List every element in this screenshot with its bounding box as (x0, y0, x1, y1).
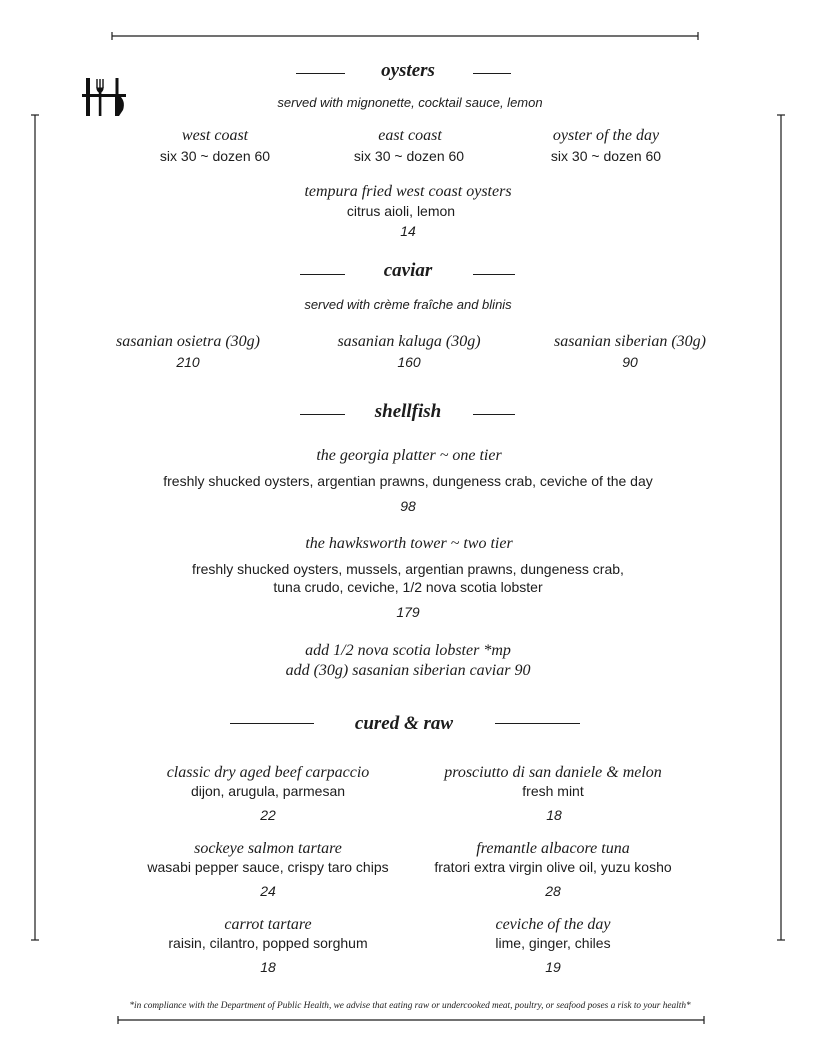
oyster-variety-name: west coast (181, 127, 249, 144)
section-rule-right (473, 73, 511, 74)
menu-item-price: 19 (545, 959, 561, 975)
menu-item-price: 160 (397, 354, 421, 370)
section-rule-right (473, 274, 515, 275)
caviar-note: served with crème fraîche and blinis (304, 297, 512, 312)
menu-item-description: freshly shucked oysters, argentian prawns, dungeness crab, ceviche of the day (163, 473, 653, 489)
menu-item-price: 18 (546, 807, 562, 823)
menu-item-price: 98 (400, 498, 416, 514)
oyster-variety-price: six 30 ~ dozen 60 (550, 148, 662, 164)
menu-item-description: freshly shucked oysters, mussels, argentian prawns, dungeness crab, (192, 561, 624, 577)
oyster-variety-name: oyster of the day (552, 127, 660, 144)
menu-item-description: fratori extra virgin olive oil, yuzu kosho (434, 859, 672, 875)
section-rule-right (495, 723, 580, 724)
menu-item-name: sockeye salmon tartare (194, 840, 342, 857)
menu-item-price: 18 (260, 959, 276, 975)
section-title-cured-raw: cured & raw (354, 713, 454, 734)
menu-item-name: carrot tartare (224, 916, 312, 933)
section-title-caviar: caviar (383, 260, 433, 281)
menu-item-description: wasabi pepper sauce, crispy taro chips (147, 859, 389, 875)
section-rule-left (230, 723, 314, 724)
menu-item-description: citrus aioli, lemon (346, 203, 456, 219)
menu-item-name: prosciutto di san daniele & melon (444, 764, 662, 781)
menu-item-description: dijon, arugula, parmesan (190, 783, 346, 799)
menu-item-name: sasanian siberian (30g) (554, 333, 706, 350)
menu-item-description: tuna crudo, ceviche, 1/2 nova scotia lobster (273, 579, 543, 595)
menu-item-price: 210 (176, 354, 200, 370)
menu-item-name: tempura fried west coast oysters (304, 183, 512, 200)
menu-item-price: 14 (400, 223, 416, 239)
oyster-variety-name: east coast (378, 127, 442, 144)
section-title-oysters: oysters (381, 60, 435, 81)
menu-item-price: 179 (396, 604, 420, 620)
menu-item-name: sasanian osietra (30g) (116, 333, 260, 350)
section-rule-left (300, 274, 345, 275)
menu-item-name: ceviche of the day (495, 916, 611, 933)
menu-item-name: sasanian kaluga (30g) (337, 333, 481, 350)
section-rule-left (296, 73, 345, 74)
oyster-variety-price: six 30 ~ dozen 60 (353, 148, 465, 164)
menu-item-description: fresh mint (522, 783, 584, 799)
add-on-text: add (30g) sasanian siberian caviar 90 (285, 662, 531, 679)
oysters-note: served with mignonette, cocktail sauce, lemon (277, 95, 543, 110)
section-title-shellfish: shellfish (374, 401, 442, 422)
menu-item-price: 28 (545, 883, 561, 899)
oyster-variety-price: six 30 ~ dozen 60 (159, 148, 271, 164)
add-on-text: add 1/2 nova scotia lobster *mp (305, 642, 511, 659)
menu-item-price: 90 (622, 354, 638, 370)
menu-item-name: the hawksworth tower ~ two tier (305, 535, 513, 552)
menu-item-price: 24 (260, 883, 276, 899)
section-rule-right (473, 414, 515, 415)
menu-item-name: fremantle albacore tuna (476, 840, 630, 857)
section-rule-left (300, 414, 345, 415)
menu-item-name: classic dry aged beef carpaccio (166, 764, 370, 781)
menu-item-name: the georgia platter ~ one tier (316, 447, 502, 464)
menu-item-description: lime, ginger, chiles (495, 935, 611, 951)
menu-item-description: raisin, cilantro, popped sorghum (168, 935, 368, 951)
logo-icon (82, 78, 126, 116)
menu-item-price: 22 (260, 807, 276, 823)
footer-disclaimer: *in compliance with the Department of Public Health, we advise that eating raw or undercooked meat, poultry, or seafood poses a risk to your health* (129, 1001, 691, 1011)
